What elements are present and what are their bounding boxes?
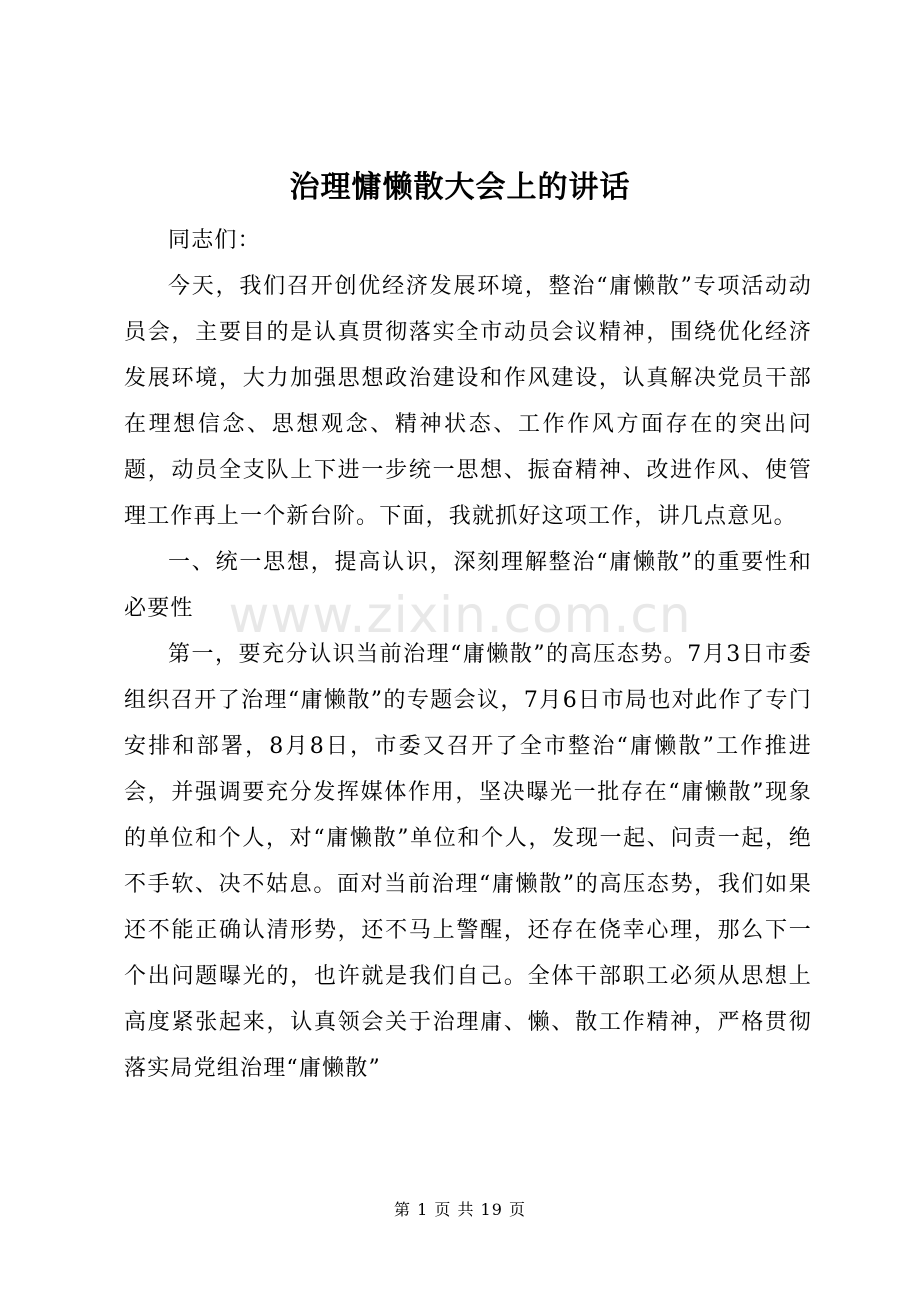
page-title: 治理慵懒散大会上的讲话 bbox=[289, 170, 631, 205]
intro-paragraph: 今天，我们召开创优经济发展环境，整治“庸懒散”专项活动动员会，主要目的是认真贯彻落实全市动员会议精神，围绕优化经济发展环境，大力加强思想政治建设和作风建设，认真解决党员干部在理想信念、思想观念、精神状态、工作作风方面存在的突出问题，动员全支队上下进一步统一思想、振奋精神、改进作风、使管理工作再上一个新台阶。下面，我就抓好这项工作，讲几点意见。 bbox=[124, 274, 812, 529]
salutation-paragraph: 同志们： bbox=[168, 228, 261, 253]
document-body bbox=[124, 218, 812, 1092]
section-heading-1: 一、统一思想，提高认识，深刻理解整治“庸懒散”的重要性和必要性 bbox=[124, 550, 812, 621]
watermark: www.zixin.com.cn bbox=[228, 586, 692, 644]
body-paragraph: 第一，要充分认识当前治理“庸懒散”的高压态势。7月3日市委组织召开了治理“庸懒散”的专题会议，7月6日市局也对此作了专门安排和部署，8月8日，市委又召开了全市整治“庸懒散”工作推进会，并强调要充分发挥媒体作用，坚决曝光一批存在“庸懒散”现象的单位和个人，对“庸懒散”单位和个人，发现一起、问责一起，绝不手软、决不姑息。面对当前治理“庸懒散”的高压态势，我们如果还不能正确认清形势，还不马上警醒，还存在侥幸心理，那么下一个出问题曝光的，也许就是我们自己。全体干部职工必须从思想上高度紧张起来，认真领会关于治理庸、懒、散工作精神，严格贯彻落实局党组治理“庸懒散” bbox=[124, 642, 812, 1081]
page-footer: 第 1 页 共 19 页 bbox=[394, 1200, 526, 1219]
